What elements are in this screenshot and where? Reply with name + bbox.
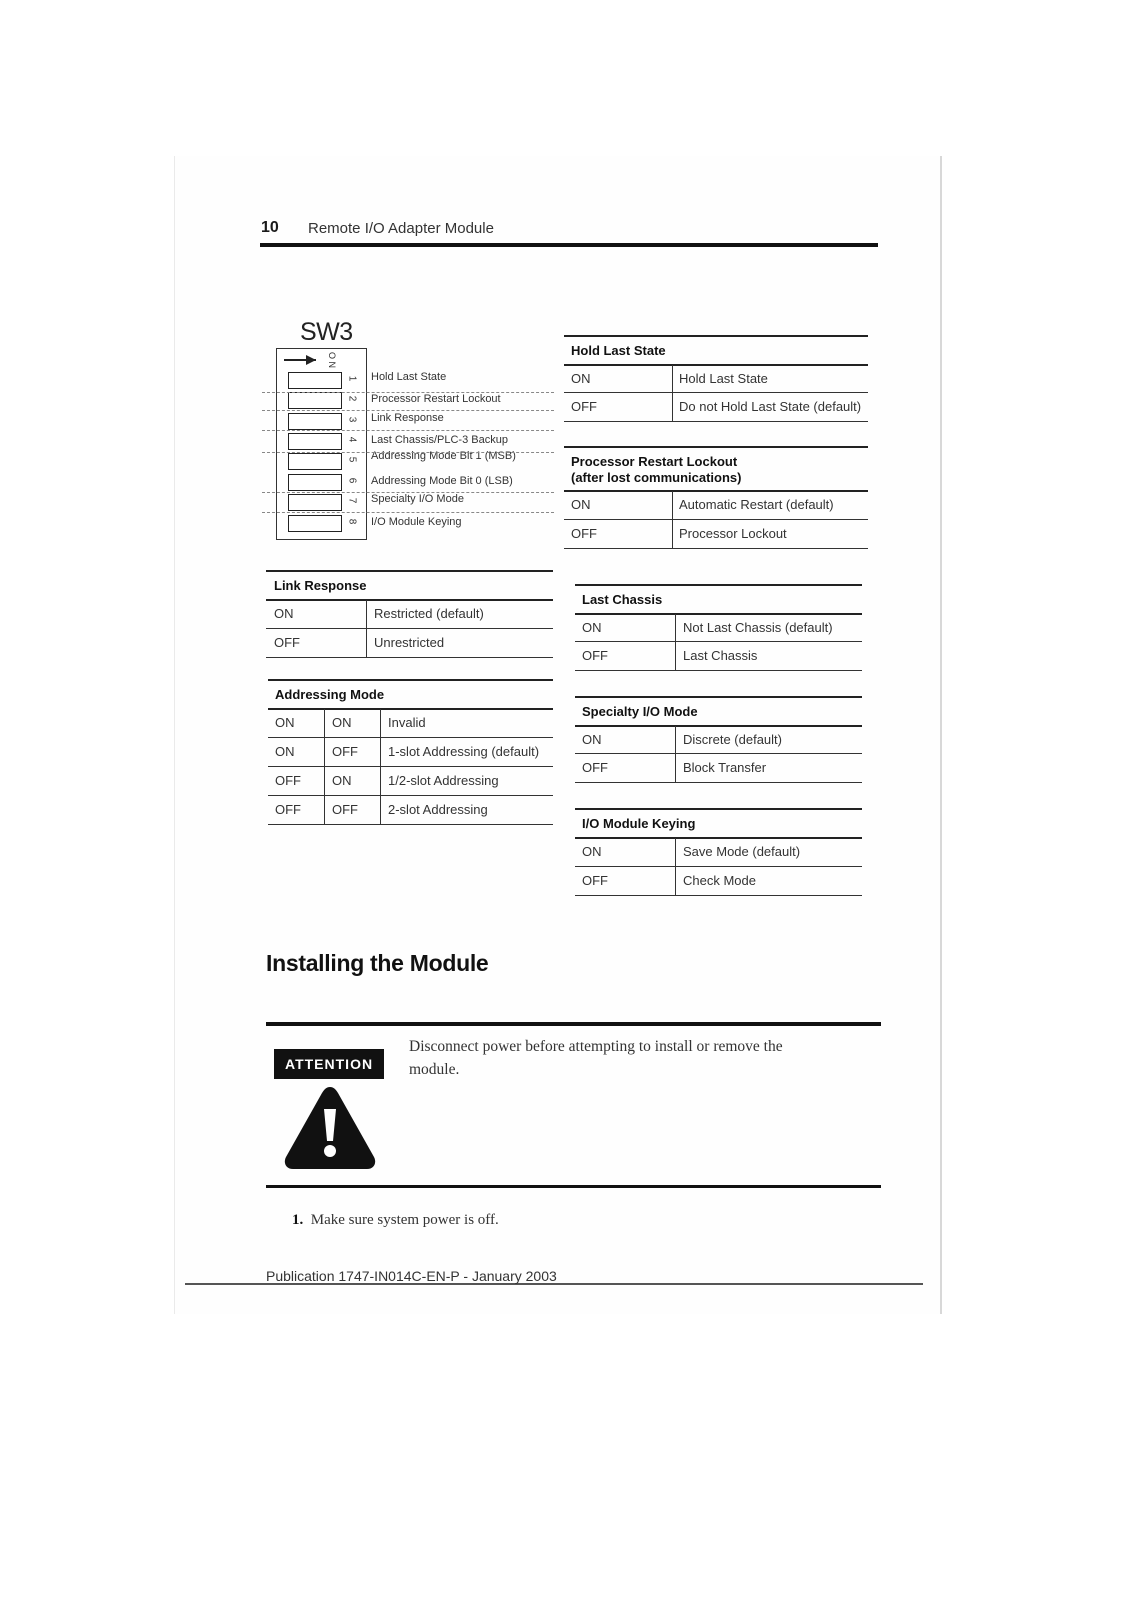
attention-bottom-rule [266,1185,881,1188]
step-number: 1. [292,1212,304,1228]
table-cell: OFF [275,773,301,788]
switch-toggle-5 [288,453,342,470]
attention-badge: ATTENTION [274,1049,384,1079]
switch-toggle-6 [288,474,342,491]
switch-position-number: 1 [346,375,358,382]
switch-position-label: Hold Last State [371,371,447,383]
table-cell: OFF [582,760,608,775]
table-cell: 2-slot Addressing [388,802,488,817]
table-cell: Hold Last State [679,371,768,386]
leader-line [262,512,554,513]
attention-text-line-2: module. [409,1061,460,1078]
table-cell: ON [332,773,352,788]
attention-text-line-1: Disconnect power before attempting to install or remove the [409,1038,783,1055]
table-cell: 1/2-slot Addressing [388,773,499,788]
table-cell: OFF [582,648,608,663]
table-title: Addressing Mode [275,687,385,702]
table-cell: Save Mode (default) [683,844,801,859]
leader-line [262,452,554,453]
table-addressing-mode [268,679,553,827]
table-cell: ON [275,744,295,759]
switch-toggle-2 [288,392,342,409]
on-label: O N [327,351,338,369]
table-cell: Automatic Restart (default) [679,497,834,512]
arrow-head-icon [306,355,316,365]
switch-position-label: I/O Module Keying [371,516,462,528]
table-cell: Invalid [388,715,426,730]
table-specialty-io [575,696,862,784]
switch-toggle-8 [288,515,342,532]
switch-position-number: 8 [346,518,358,525]
table-last-chassis [575,584,862,672]
header-rule [260,243,878,247]
table-cell: Do not Hold Last State (default) [679,399,862,414]
attention-top-rule [266,1022,881,1026]
table-title: Link Response [274,578,367,593]
table-cell: Unrestricted [374,635,445,650]
switch-toggle-7 [288,494,342,511]
switch-position-number: 4 [346,436,358,443]
switch-toggle-3 [288,413,342,430]
table-cell: Restricted (default) [374,606,484,621]
switch-position-number: 7 [346,497,358,504]
table-cell: OFF [582,873,608,888]
table-cell: ON [571,497,591,512]
table-cell: Not Last Chassis (default) [683,620,833,635]
table-title-line-2: (after lost communications) [571,470,742,485]
section-heading: Installing the Module [266,950,489,976]
step-item [292,1212,499,1229]
switch-position-label: Last Chassis/PLC-3 Backup [371,434,508,446]
table-cell: OFF [571,526,597,541]
switch-toggle-1 [288,372,342,389]
switch-position-label: Specialty I/O Mode [371,493,464,505]
switch-position-number: 3 [346,416,358,423]
table-cell: ON [582,620,602,635]
table-cell: Block Transfer [683,760,767,775]
table-title: Specialty I/O Mode [582,704,698,719]
table-cell: Check Mode [683,873,756,888]
switch-position-number: 6 [346,477,358,484]
table-cell: OFF [332,744,358,759]
table-cell: OFF [571,399,597,414]
leader-line [262,392,554,393]
table-cell: ON [582,844,602,859]
step-text: Make sure system power is off. [310,1212,499,1228]
switch-position-label: Addressing Mode Bit 0 (LSB) [371,475,513,487]
table-io-keying [575,808,862,898]
table-cell: Discrete (default) [683,732,782,747]
table-cell: OFF [332,802,358,817]
switch-position-label: Processor Restart Lockout [371,393,501,405]
table-title: Processor Restart Lockout [571,454,738,469]
table-title: Hold Last State [571,343,666,358]
table-title: Last Chassis [582,592,663,607]
table-cell: 1-slot Addressing (default) [388,744,540,759]
table-hold-last-state [564,335,868,423]
table-cell: ON [571,371,591,386]
leader-line [262,410,554,411]
table-link-response [266,570,553,660]
publication-footer: Publication 1747-IN014C-EN-P - January 2003 [266,1268,557,1284]
switch-position-label: Link Response [371,412,444,424]
leader-line [262,430,554,431]
table-cell: OFF [275,802,301,817]
switch-position-label: Addressing Mode Bit 1 (MSB) [371,450,516,462]
table-cell: ON [332,715,352,730]
table-cell: Processor Lockout [679,526,787,541]
table-cell: ON [275,715,295,730]
table-cell: ON [582,732,602,747]
table-title: I/O Module Keying [582,816,696,831]
switch-position-number: 5 [346,456,358,463]
table-cell: Last Chassis [683,648,758,663]
table-cell: OFF [274,635,300,650]
page-number: 10 [261,219,279,236]
switch-title: SW3 [300,318,353,346]
attention-text [409,1035,869,1081]
leader-line [262,492,554,493]
table-cell: ON [274,606,294,621]
table-processor-restart [564,446,868,550]
page-header-title: Remote I/O Adapter Module [308,220,494,237]
warning-triangle-icon [282,1083,378,1171]
switch-position-number: 2 [346,395,358,402]
switch-toggle-4 [288,433,342,450]
